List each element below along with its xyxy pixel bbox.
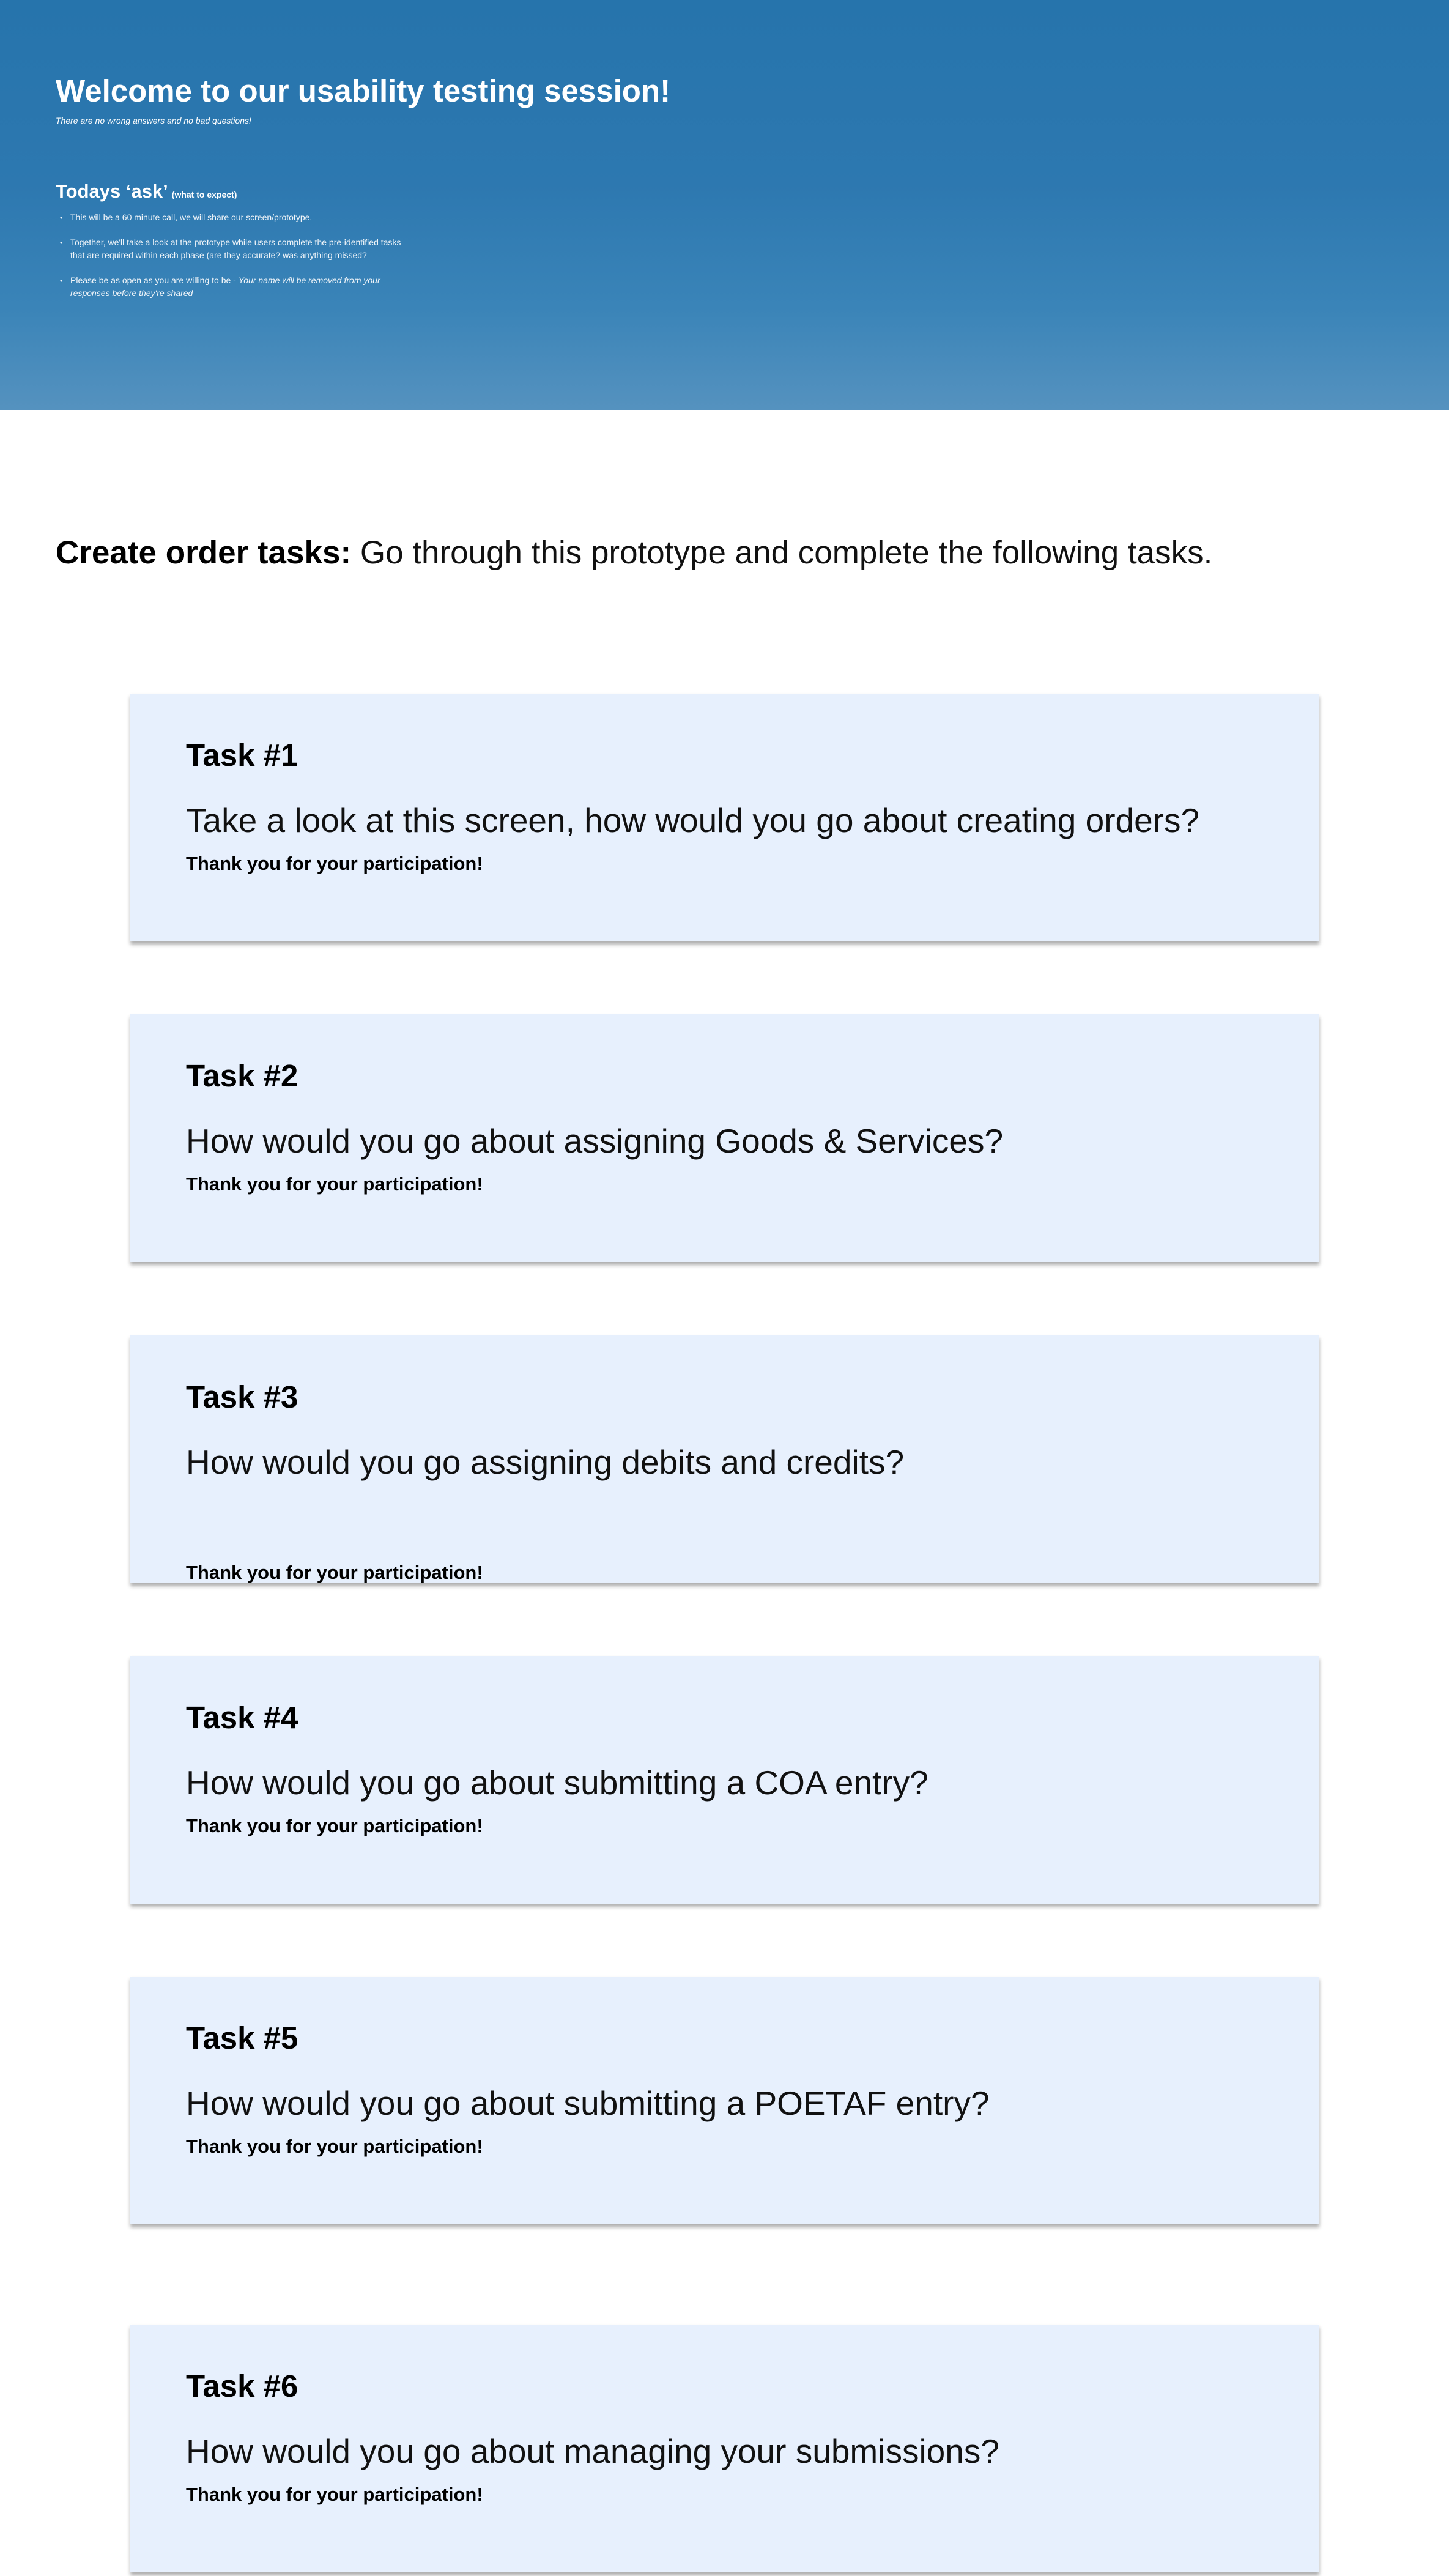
task-card-4 [130,1656,1319,1904]
task-card-6 [130,2325,1319,2572]
ask-list [60,211,402,312]
ask-heading [56,180,237,202]
welcome-title: Welcome to our usability testing session! [56,73,671,108]
task-thanks: Thank you for your participation! [186,2136,483,2157]
task-thanks: Thank you for your participation! [186,1562,483,1583]
section-heading [56,533,1212,573]
welcome-banner [0,0,1449,410]
task-title: Task #2 [186,1058,298,1093]
ask-item [60,274,402,300]
task-title: Task #1 [186,738,298,773]
ask-item-emphasis: Your name will be removed from your responses before they're shared [70,275,380,298]
task-question: How would you go about submitting a POETAF entry? [186,2084,990,2122]
task-card-5 [130,1977,1319,2224]
task-title: Task #4 [186,1700,298,1735]
ask-item-text: This will be a 60 minute call, we will share our screen/prototype. [70,212,313,222]
task-title: Task #5 [186,2021,298,2055]
task-title: Task #3 [186,1379,298,1414]
ask-item [60,211,402,224]
ask-note: (what to expect) [171,190,237,199]
task-title: Task #6 [186,2369,298,2403]
section-heading-rest: Go through this prototype and complete the following tasks. [360,535,1213,571]
task-card-2 [130,1014,1319,1262]
task-question: How would you go assigning debits and credits? [186,1443,905,1481]
ask-item-text: Together, we'll take a look at the prototype while users complete the pre-identified tasks that are required within each phase (are they accurate? was anything missed? [70,237,401,260]
task-card-1 [130,694,1319,941]
task-question: Take a look at this screen, how would you go about creating orders? [186,801,1200,839]
task-thanks: Thank you for your participation! [186,853,483,874]
ask-item [60,236,402,262]
task-thanks: Thank you for your participation! [186,2484,483,2505]
task-question: How would you go about submitting a COA entry? [186,1764,928,1802]
task-thanks: Thank you for your participation! [186,1815,483,1836]
task-card-3 [130,1335,1319,1583]
ask-item-text: Please be as open as you are willing to be - [70,275,239,285]
ask-title: Todays ‘ask’ [56,180,168,202]
section-heading-lead: Create order tasks: [56,535,352,571]
welcome-subtitle: There are no wrong answers and no bad questions! [56,116,251,125]
task-question: How would you go about managing your submissions? [186,2432,999,2470]
task-thanks: Thank you for your participation! [186,1173,483,1195]
task-question: How would you go about assigning Goods & Services? [186,1122,1004,1160]
